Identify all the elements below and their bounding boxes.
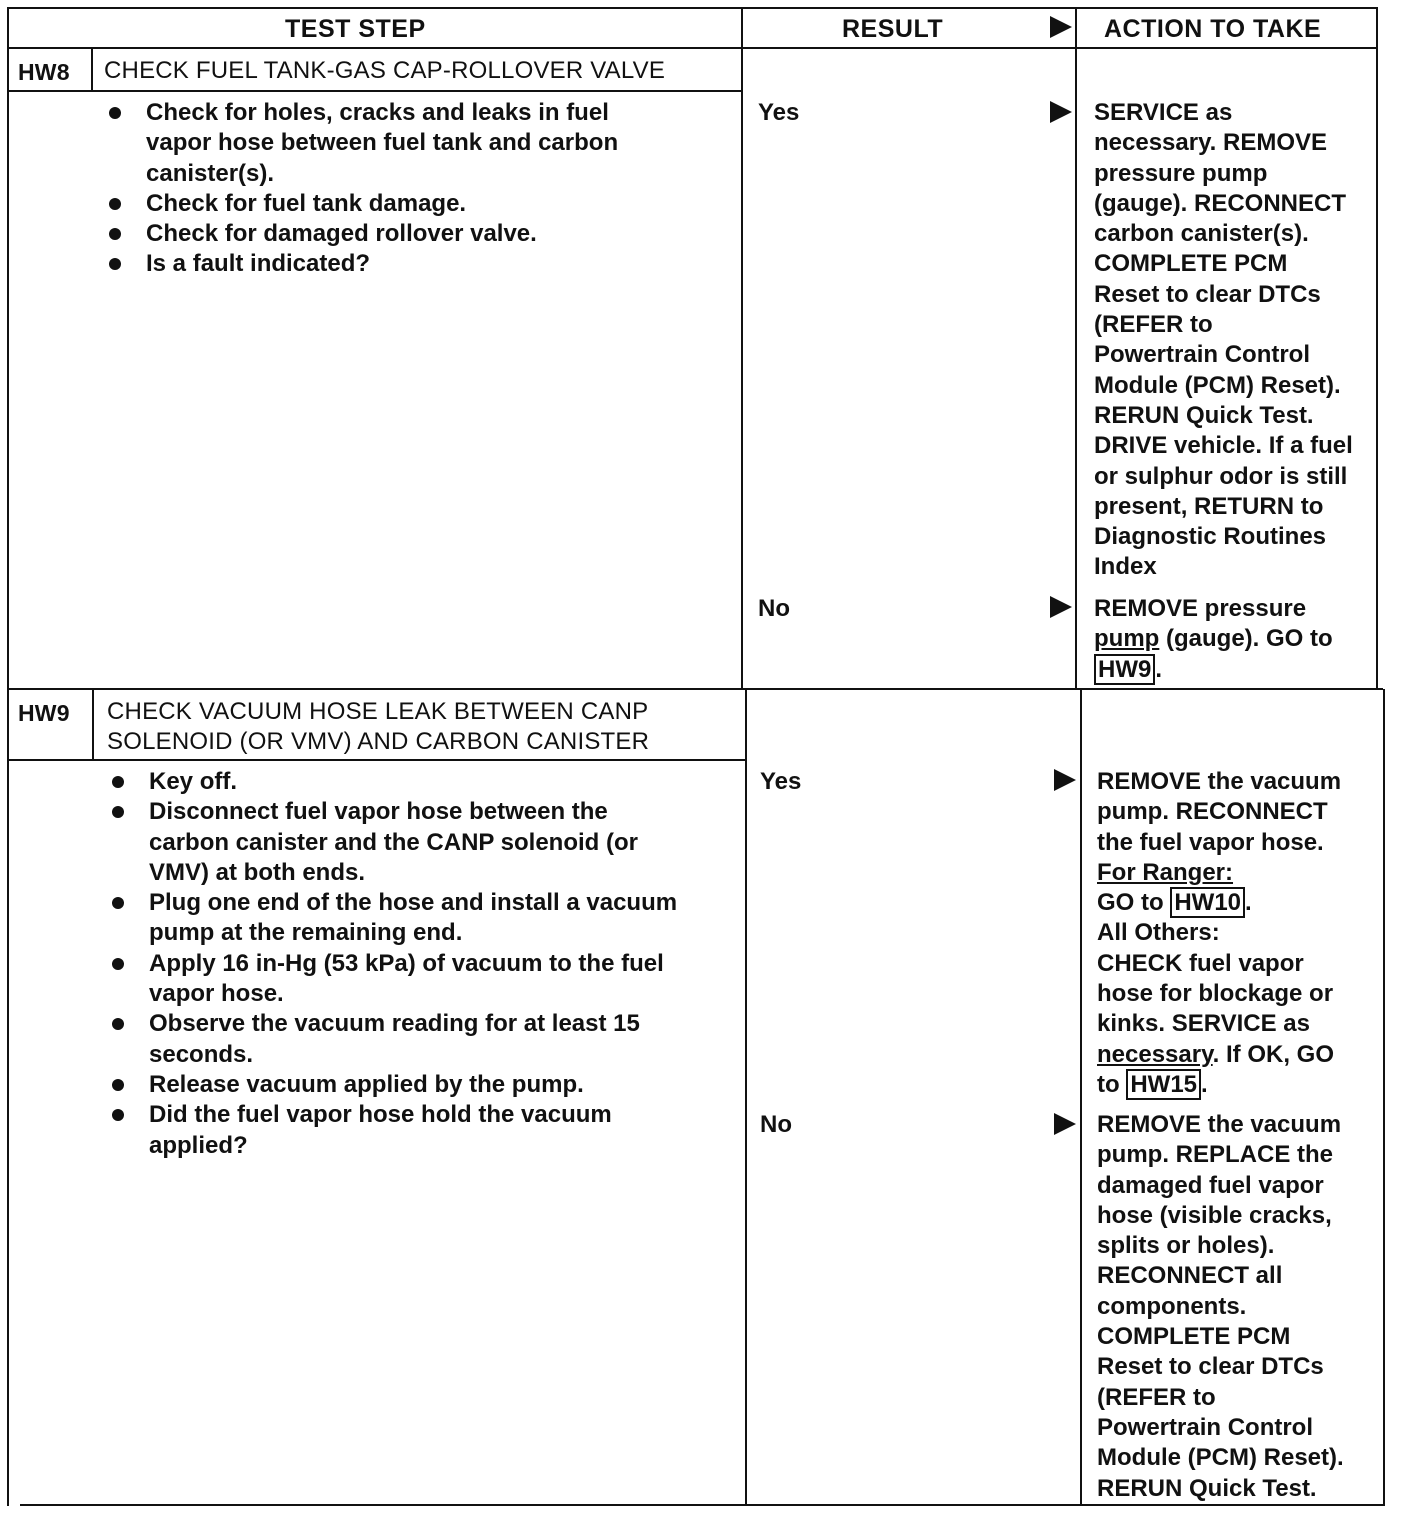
hw9-yes-action-line: hose for blockage or (1097, 980, 1334, 1008)
hw9-step-text: Did the fuel vapor hose hold the vacuum (149, 1101, 612, 1129)
hw9-step-item (149, 1100, 677, 1161)
hw8-yes-action-line: (REFER to (1094, 311, 1213, 339)
hw9-no-arrow-icon (1054, 1113, 1076, 1135)
hw8-yes-action-line: RERUN Quick Test. (1094, 401, 1314, 429)
hw8-yes-action-line: carbon canister(s). (1094, 220, 1309, 248)
bullet-icon (112, 958, 124, 970)
hw8-yes-action-line: (gauge). RECONNECT (1094, 189, 1346, 217)
hw9-title-bottom (7, 759, 746, 761)
row-divider (7, 688, 1383, 690)
hw8-no-action-period: . (1155, 655, 1163, 683)
result-action-divider (1075, 7, 1077, 689)
hw9-step-item (149, 767, 677, 797)
hw9-step-text: Disconnect fuel vapor hose between the (149, 798, 608, 826)
hw8-step-item (146, 189, 618, 219)
hw8-step-item (146, 249, 618, 279)
hw8-yes-action-line: Index (1094, 553, 1157, 581)
hw8-step-text: Is a fault indicated? (146, 250, 371, 278)
hw8-yes-action-line: present, RETURN to (1094, 492, 1324, 520)
left-border (7, 7, 9, 1506)
hw9-yes-arrow-icon (1054, 769, 1076, 791)
bullet-icon (112, 776, 124, 788)
hw9-yes-label: Yes (760, 768, 802, 795)
hw9-step-item (149, 1070, 677, 1100)
hw8-step-item (146, 98, 618, 189)
hw9-step-text: Apply 16 in-Hg (53 kPa) of vacuum to the fuel (149, 949, 664, 977)
test-result-divider-2 (745, 689, 747, 1506)
hw8-yes-action-line: pressure pump (1094, 159, 1268, 187)
hw9-step-text: seconds. (149, 1040, 254, 1068)
hw9-no-action-line: COMPLETE PCM (1097, 1323, 1291, 1351)
hw8-step-text: canister(s). (146, 159, 275, 187)
hw9-no-action-line: splits or holes). (1097, 1232, 1275, 1260)
hw9-no-action-line: Module (PCM) Reset). (1097, 1444, 1344, 1472)
hw9-step-text: VMV) at both ends. (149, 858, 365, 886)
header-result: RESULT (842, 15, 944, 43)
hw9-step-title-line2: SOLENOID (OR VMV) AND CARBON CANISTER (107, 728, 650, 755)
hw8-yes-action-line: COMPLETE PCM (1094, 250, 1288, 278)
table-bottom-border (20, 1504, 1385, 1506)
hw9-step-text: Release vacuum applied by the pump. (149, 1070, 584, 1098)
table-top-border (7, 7, 1377, 9)
hw9-step-item (149, 949, 677, 1010)
hw8-step-text: vapor hose between fuel tank and carbon (146, 129, 619, 157)
bullet-icon (112, 897, 124, 909)
hw9-yes-action (1097, 767, 1341, 1100)
hw8-yes-action-line: SERVICE as (1094, 99, 1233, 126)
hw8-yes-action-line: Diagnostic Routines (1094, 523, 1327, 551)
hw9-step-id: HW9 (18, 700, 70, 726)
bullet-icon (112, 1079, 124, 1091)
hw9-step-item (149, 888, 677, 949)
hw8-yes-arrow-icon (1050, 101, 1072, 123)
hw8-no-action-line1: REMOVE pressure (1094, 595, 1307, 622)
hw9-reference-link[interactable]: HW9 (1094, 654, 1155, 685)
hw9-no-action-line: damaged fuel vapor (1097, 1171, 1324, 1199)
goto-text: GO to (1097, 889, 1171, 917)
to-text: to (1097, 1070, 1127, 1098)
hw9-yes-action-line: the fuel vapor hose. (1097, 828, 1324, 856)
hw9-step-text: applied? (149, 1131, 248, 1159)
hw8-step-id: HW8 (18, 59, 70, 85)
necessary-text: necessary (1097, 1040, 1213, 1068)
hw9-no-label: No (760, 1111, 792, 1138)
hw9-step-item (149, 797, 677, 888)
hw8-yes-action-line: Powertrain Control (1094, 341, 1311, 369)
hw8-title-bottom (7, 90, 741, 92)
hw8-yes-action-line: or sulphur odor is still (1094, 462, 1348, 490)
header-test-step: TEST STEP (285, 15, 426, 43)
hw9-yes-action-line: CHECK fuel vapor (1097, 949, 1304, 977)
hw8-step-text: Check for fuel tank damage. (146, 189, 467, 217)
hw15-reference-link[interactable]: HW15 (1126, 1069, 1201, 1100)
hw9-no-action-line: RERUN Quick Test. (1097, 1474, 1317, 1502)
if-ok-text: . If OK, GO (1212, 1040, 1334, 1068)
test-result-divider (741, 7, 743, 689)
hw9-no-action-line: pump. REPLACE the (1097, 1141, 1334, 1169)
hw9-step-title-line1: CHECK VACUUM HOSE LEAK BETWEEN CANP (107, 698, 649, 725)
hw9-no-action-line: RECONNECT all (1097, 1262, 1283, 1290)
hw9-yes-action-line: pump. RECONNECT (1097, 798, 1328, 826)
hw8-yes-action (1094, 98, 1353, 583)
bullet-icon (112, 806, 124, 818)
hw9-step-item (149, 1009, 677, 1070)
hw8-step-text: Check for holes, cracks and leaks in fuel (146, 99, 609, 126)
header-action-to-take: ACTION TO TAKE (1104, 15, 1322, 43)
header-bottom-border (7, 47, 1377, 49)
bullet-icon (109, 198, 121, 210)
bullet-icon (109, 107, 121, 119)
bullet-icon (112, 1109, 124, 1121)
goto-period: . (1245, 889, 1252, 917)
hw9-step-text: vapor hose. (149, 980, 284, 1008)
hw9-step-text: pump at the remaining end. (149, 919, 463, 947)
hw9-yes-action-line: kinks. SERVICE as (1097, 1010, 1310, 1038)
hw9-no-action-line: REMOVE the vacuum (1097, 1111, 1342, 1138)
hw8-no-arrow-icon (1050, 596, 1072, 618)
hw9-step-text: Plug one end of the hose and install a vacuum (149, 889, 678, 917)
hw9-no-action-line: Reset to clear DTCs (1097, 1353, 1324, 1381)
hw8-yes-action-line: Module (PCM) Reset). (1094, 371, 1341, 399)
bullet-icon (109, 258, 121, 270)
to-period: . (1201, 1070, 1208, 1098)
hw8-no-action-pump: pump (1094, 625, 1160, 653)
hw9-step-text: Key off. (149, 768, 238, 795)
hw8-no-action (1094, 594, 1333, 685)
hw9-no-action-line: (REFER to (1097, 1383, 1216, 1411)
bullet-icon (109, 228, 121, 240)
hw9-no-action (1097, 1110, 1344, 1504)
right-border (1376, 7, 1378, 689)
hw8-yes-action-line: necessary. REMOVE (1094, 129, 1328, 157)
hw8-step-list (146, 98, 618, 280)
hw8-id-divider (91, 48, 93, 92)
hw8-no-label: No (758, 595, 790, 622)
header-arrow-icon (1050, 16, 1072, 38)
hw9-step-text: carbon canister and the CANP solenoid (or (149, 828, 638, 856)
hw9-step-list (149, 767, 677, 1161)
hw10-reference-link[interactable]: HW10 (1170, 887, 1245, 918)
bullet-icon (112, 1018, 124, 1030)
hw9-no-action-line: hose (visible cracks, (1097, 1201, 1332, 1229)
hw8-step-title: CHECK FUEL TANK-GAS CAP-ROLLOVER VALVE (104, 57, 666, 84)
hw8-yes-action-line: Reset to clear DTCs (1094, 280, 1321, 308)
for-ranger-label: For Ranger: (1097, 858, 1234, 886)
all-others-label: All Others: (1097, 919, 1220, 947)
hw9-yes-action-line: REMOVE the vacuum (1097, 768, 1342, 795)
hw8-step-item (146, 219, 618, 249)
hw8-step-text: Check for damaged rollover valve. (146, 220, 537, 248)
hw8-no-action-gauge: (gauge). GO to (1159, 625, 1333, 653)
hw8-yes-label: Yes (758, 99, 800, 126)
hw9-step-text: Observe the vacuum reading for at least 15 (149, 1010, 640, 1038)
result-action-divider-2 (1080, 689, 1082, 1506)
hw9-no-action-line: Powertrain Control (1097, 1413, 1314, 1441)
right-border-2 (1383, 689, 1385, 1506)
hw9-id-divider (92, 689, 94, 761)
hw9-no-action-line: components. (1097, 1292, 1247, 1320)
hw8-yes-action-line: DRIVE vehicle. If a fuel (1094, 432, 1353, 460)
